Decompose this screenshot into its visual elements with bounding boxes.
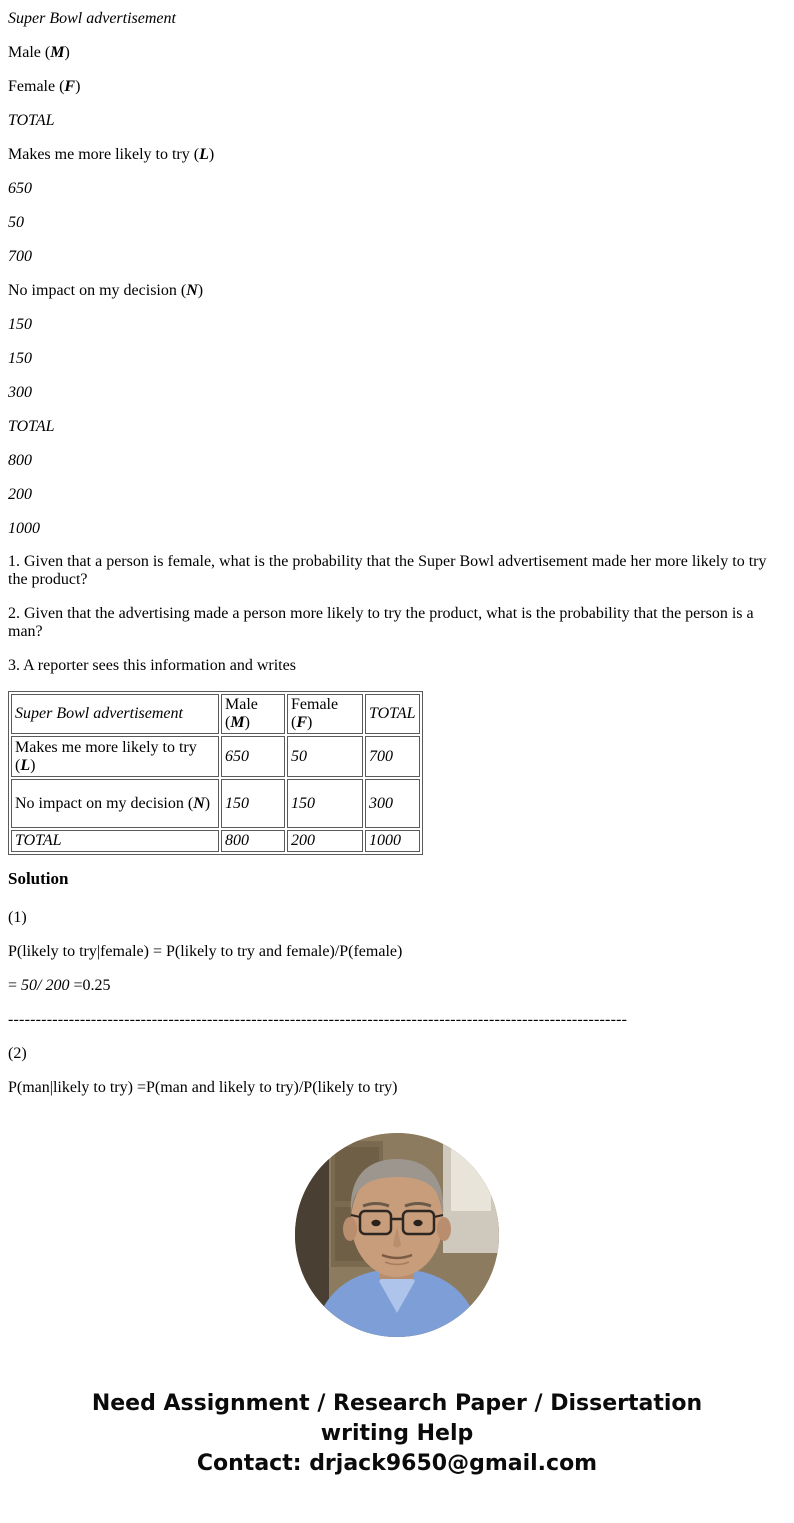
line-value-1000: 1000 [8,520,40,537]
table-cell: 800 [221,830,285,852]
line-value-800: 800 [8,452,32,469]
part1-result: = 50/ 200 =0.25 [8,977,111,994]
footer-line1: Need Assignment / Research Paper / Dissertation [91,1391,703,1416]
table-cell: Makes me more likely to try (L) [11,736,219,777]
line-title [8,9,786,28]
pretable-list [8,9,786,538]
question-2: 2. Given that the advertising made a person more likely to try the product, what is the probability that the person is a man? [8,605,754,640]
contact-email: drjack9650@gmail.com [309,1451,598,1476]
part2-label: (2) [8,1045,27,1062]
table-row-no-impact [11,779,420,828]
photo-container [8,1133,786,1337]
table-cell: 50 [287,736,363,777]
line-value-300: 300 [8,384,32,401]
line-value-650: 650 [8,180,32,197]
table-cell: TOTAL [365,694,420,734]
table-cell: No impact on my decision (N) [11,779,219,828]
line-value-150b: 150 [8,350,32,367]
footer-help-text [8,1389,786,1479]
solution-heading: Solution [8,869,69,888]
table-cell: Male (M) [221,694,285,734]
line-male: Male (M) [8,44,70,61]
line-total-label: TOTAL [8,112,55,129]
table-row-total [11,830,420,852]
table-cell: 150 [287,779,363,828]
table-cell: 1000 [365,830,420,852]
line-value-50: 50 [8,214,24,231]
line-likely: Makes me more likely to try (L) [8,146,215,163]
part1-formula: P(likely to try|female) = P(likely to try and female)/P(female) [8,943,403,960]
person-portrait-illustration [295,1133,499,1337]
title-text: Super Bowl advertisement [8,10,176,27]
table-cell: 300 [365,779,420,828]
footer-line2: writing Help [320,1421,474,1446]
table-cell: 650 [221,736,285,777]
dashed-divider: ---------------------------------------------------------------------------------------------------------------- [8,1011,628,1028]
table-cell: 200 [287,830,363,852]
table-row-likely [11,736,420,777]
table-header-row [11,694,420,734]
line-total-label-2: TOTAL [8,418,55,435]
line-no-impact: No impact on my decision (N) [8,282,204,299]
tutor-photo [295,1133,499,1337]
question-3: 3. A reporter sees this information and writes [8,657,296,674]
table-cell: Female (F) [287,694,363,734]
questions-section [8,553,786,675]
line-value-150a: 150 [8,316,32,333]
solution-section [8,869,786,1097]
part2-formula: P(man|likely to try) =P(man and likely to try)/P(likely to try) [8,1079,398,1096]
line-value-200: 200 [8,486,32,503]
part1-label: (1) [8,909,27,926]
contingency-table [8,691,423,855]
line-female: Female (F) [8,78,81,95]
contact-label: Contact: [196,1451,310,1476]
question-1: 1. Given that a person is female, what is the probability that the Super Bowl advertisement made her more likely to try the product? [8,553,767,588]
table-cell: 150 [221,779,285,828]
table-cell: Super Bowl advertisement [11,694,219,734]
line-value-700: 700 [8,248,32,265]
footer-contact-line [8,1449,786,1479]
table-cell: 700 [365,736,420,777]
table-cell: TOTAL [11,830,219,852]
